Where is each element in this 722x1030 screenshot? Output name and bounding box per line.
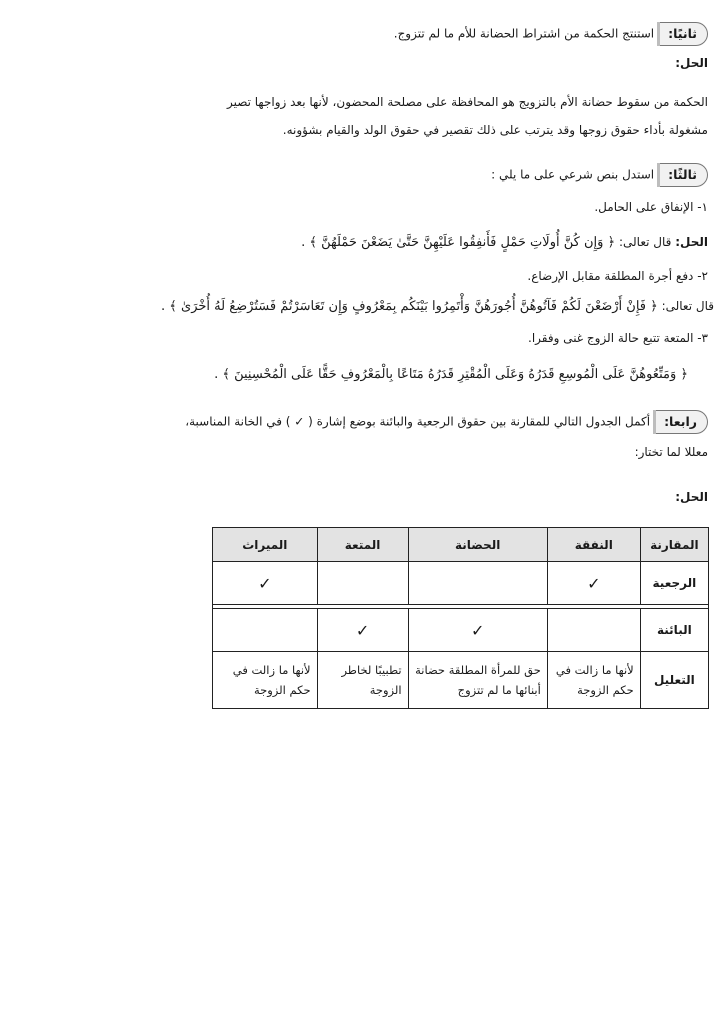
header-hadana: الحضانة bbox=[408, 528, 547, 562]
section3-item2-quote bbox=[14, 297, 714, 316]
header-comparison: المقارنة bbox=[640, 528, 708, 562]
table-row-baina bbox=[213, 609, 709, 652]
section3-item1-solution-label: الحل: bbox=[675, 235, 708, 249]
cell-baina-mirath bbox=[213, 609, 318, 652]
cell-reason-mutaa: تطبيبًا لخاطر الزوجة bbox=[317, 652, 408, 709]
section3-item2-prefix: قال تعالى: bbox=[661, 299, 714, 313]
row-label-reason: التعليل bbox=[640, 652, 708, 709]
section4-tag: رابعا: bbox=[656, 410, 708, 434]
cell-baina-mutaa: ✓ bbox=[317, 609, 408, 652]
section3-question: استدل بنص شرعي على ما يلي : bbox=[491, 167, 655, 182]
table-row-reason bbox=[213, 652, 709, 709]
cell-rajiya-mirath: ✓ bbox=[213, 562, 318, 605]
section3-item1: ١- الإنفاق على الحامل. bbox=[594, 200, 708, 214]
header-mirath: الميراث bbox=[213, 528, 318, 562]
section3-item2: ٢- دفع أجرة المطلقة مقابل الإرضاع. bbox=[527, 269, 708, 283]
section3-item3-verse: ﴿ وَمَتِّعُوهُنَّ عَلَى الْمُوسِعِ قَدَرُهُ وَعَلَى الْمُقْتِرِ قَدَرُهُ مَتَاعًا بِالْمَعْرُوفِ حَقًّا عَلَى الْمُحْسِنِينَ ﴾ . bbox=[214, 367, 688, 382]
cell-rajiya-nafaqa: ✓ bbox=[547, 562, 640, 605]
cell-baina-nafaqa bbox=[547, 609, 640, 652]
header-nafaqa: النفقة bbox=[547, 528, 640, 562]
table-header-row bbox=[213, 528, 709, 562]
section4-solution-label: الحل: bbox=[675, 490, 708, 504]
cell-reason-hadana: حق للمرأة المطلقة حضانة أبنائها ما لم تتزوج bbox=[408, 652, 547, 709]
section2-question: استنتج الحكمة من اشتراط الحضانة للأم ما لم تتزوج. bbox=[393, 26, 655, 41]
section2-solution-label: الحل: bbox=[675, 56, 708, 70]
comparison-table bbox=[212, 527, 709, 709]
cell-rajiya-mutaa bbox=[317, 562, 408, 605]
header-mutaa: المتعة bbox=[317, 528, 408, 562]
section4-question-line1: أكمل الجدول التالي للمقارنة بين حقوق الرجعية والبائنة بوضع إشارة ( ✓ ) في الخانة المناسبة، bbox=[185, 414, 651, 429]
section2-answer-line2: مشغولة بأداء حقوق زوجها وقد يترتب على ذلك تقصير في حقوق الولد والقيام بشؤونه. bbox=[282, 123, 708, 137]
section4-question-line bbox=[14, 410, 708, 434]
cell-baina-hadana: ✓ bbox=[408, 609, 547, 652]
section3-item3: ٣- المتعة تتبع حالة الزوج غنى وفقرا. bbox=[528, 331, 708, 345]
section3-tag: ثالثًا: bbox=[660, 163, 708, 187]
cell-reason-mirath: لأنها ما زالت في حكم الزوجة bbox=[213, 652, 318, 709]
row-label-rajiya: الرجعية bbox=[640, 562, 708, 605]
cell-rajiya-hadana bbox=[408, 562, 547, 605]
row-label-baina: البائنة bbox=[640, 609, 708, 652]
section2-question-line bbox=[14, 22, 708, 46]
section3-question-line bbox=[14, 163, 708, 187]
table-row-rajiya bbox=[213, 562, 709, 605]
section3-item1-solution bbox=[14, 233, 708, 252]
section2-answer-line1: الحكمة من سقوط حضانة الأم بالتزويج هو المحافظة على مصلحة المحضون، لأنها بعد زواجها تصير bbox=[226, 95, 708, 109]
cell-reason-nafaqa: لأنها ما زالت في حكم الزوجة bbox=[547, 652, 640, 709]
section3-item1-prefix: قال تعالى: bbox=[618, 235, 672, 249]
section2-tag: ثانيًا: bbox=[660, 22, 708, 46]
section4-question-line2: معللا لما تختار: bbox=[634, 445, 708, 459]
section3-item2-verse: ﴿ فَإِنْ أَرْضَعْنَ لَكُمْ فَآتُوهُنَّ أُجُورَهُنَّ وَأْتَمِرُوا بَيْنَكُم بِمَعْرُوفٍ وَإِن تَعَاسَرْتُمْ فَسَتُرْضِعُ لَهُ أُخْرَىٰ ﴾ . bbox=[161, 299, 658, 314]
section3-item1-verse: ﴿ وَإِن كُنَّ أُولَاتِ حَمْلٍ فَأَنفِقُوا عَلَيْهِنَّ حَتَّىٰ يَضَعْنَ حَمْلَهُنَّ ﴾ . bbox=[301, 235, 616, 250]
